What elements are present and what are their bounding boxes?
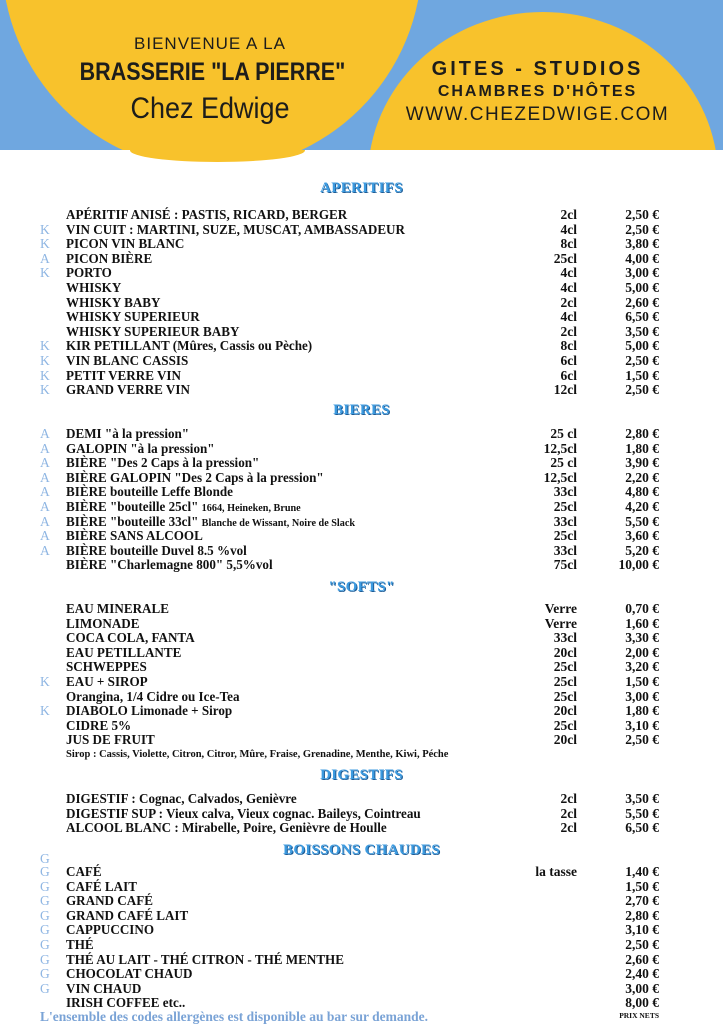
menu-item (0, 616, 723, 631)
allergen-code: A (40, 499, 50, 514)
item-name (66, 426, 189, 441)
item-name (66, 543, 247, 558)
menu-item (0, 689, 723, 704)
item-price: 4,80 € (625, 484, 659, 500)
section-title: BOISSONS CHAUDES (283, 842, 440, 858)
item-price: 5,50 € (625, 805, 659, 821)
item-quantity: 4cl (560, 221, 577, 237)
allergen-code: G (40, 951, 50, 967)
item-name-text: GRAND CAFÉ (66, 893, 153, 909)
item-quantity: 6cl (560, 367, 577, 383)
item-name (66, 455, 259, 470)
allergen-code: G (40, 851, 50, 866)
item-quantity: 25cl (553, 499, 577, 514)
allergen-code: G (40, 922, 50, 938)
item-quantity: 20cl (553, 703, 577, 719)
menu-item (0, 528, 723, 543)
brasserie-name: BRASSERIE "LA PIERRE" (79, 58, 346, 86)
allergen-code: G (40, 966, 50, 982)
menu-item (0, 222, 723, 237)
item-quantity: la tasse (535, 864, 577, 879)
item-name-text: WHISKY BABY (66, 294, 161, 310)
item-price: 3,00 € (625, 265, 659, 281)
item-name-text: DIGESTIF SUP : Vieux calva, Vieux cognac. Baileys, Cointreau (66, 805, 421, 821)
item-price: 2,50 € (625, 382, 659, 398)
item-price: 3,50 € (625, 323, 659, 339)
menu-item (0, 732, 723, 747)
item-name-text: BIÈRE bouteille Leffe Blonde (66, 484, 233, 500)
item-name (66, 806, 421, 821)
item-detail: Blanche de Wissant, Noire de Slack (201, 517, 356, 529)
item-price: 6,50 € (625, 309, 659, 325)
item-name (66, 338, 312, 353)
section-title: APERITIFS (320, 180, 403, 196)
item-name-text: PICON VIN BLANC (66, 236, 185, 252)
item-name-text: JUS DE FRUIT (66, 732, 155, 748)
item-price: 3,00 € (625, 980, 659, 996)
item-name (66, 207, 347, 222)
item-price: 3,30 € (625, 630, 659, 646)
item-name-text: PORTO (66, 265, 112, 281)
item-quantity: 8cl (560, 236, 577, 252)
item-name (66, 922, 154, 937)
item-name-text: WHISKY SUPERIEUR BABY (66, 323, 240, 339)
item-name-text: BIÈRE "Charlemagne 800" 5,5%vol (66, 557, 273, 573)
item-name (66, 470, 324, 485)
item-name (66, 879, 137, 894)
allergen-code: K (40, 382, 50, 398)
prix-nets: PRIX NETS (619, 1011, 659, 1020)
chambres-hotes: CHAMBRES D'HÔTES (437, 83, 638, 100)
item-quantity: 33cl (553, 630, 577, 646)
item-price: 1,50 € (625, 674, 659, 689)
menu-item (0, 426, 723, 441)
item-name-text: BIÈRE SANS ALCOOL (66, 528, 203, 544)
menu-item (0, 791, 723, 806)
welcome-text: BIENVENUE A LA (134, 34, 286, 53)
item-quantity: 25cl (553, 250, 577, 266)
item-name-text: CAFÉ (66, 864, 102, 879)
item-price: 2,80 € (625, 426, 659, 441)
item-name (66, 484, 233, 499)
item-name-text: CAPPUCCINO (66, 922, 155, 938)
item-quantity: 2cl (560, 294, 577, 310)
allergen-code: A (40, 440, 50, 456)
menu-item (0, 207, 723, 222)
item-price: 2,50 € (625, 732, 659, 748)
menu-item (0, 952, 723, 967)
item-price: 3,20 € (625, 659, 659, 675)
item-quantity: 2cl (560, 791, 577, 806)
item-price: 4,00 € (625, 250, 659, 266)
menu-item (0, 966, 723, 981)
item-price: 1,80 € (625, 440, 659, 456)
allergen-code: A (40, 455, 50, 471)
item-quantity: 2cl (560, 820, 577, 836)
item-price: 2,80 € (625, 907, 659, 923)
item-quantity: 8cl (560, 338, 577, 354)
item-name (66, 659, 147, 674)
item-quantity: 33cl (553, 484, 577, 500)
item-name (66, 630, 195, 645)
item-name (66, 265, 112, 280)
item-price: 2,60 € (625, 951, 659, 967)
menu-item (0, 280, 723, 295)
item-price: 1,50 € (625, 878, 659, 894)
item-price: 3,10 € (625, 717, 659, 733)
menu-item (0, 937, 723, 952)
item-name-text: APÉRITIF ANISÉ : PASTIS, RICARD, BERGER (66, 207, 348, 222)
item-name-text: VIN CHAUD (66, 980, 142, 996)
item-name (66, 966, 192, 981)
menu-item (0, 557, 723, 572)
allergen-notice: L'ensemble des codes allergènes est disponible au bar sur demande. (40, 1009, 429, 1024)
item-price: 5,00 € (625, 338, 659, 354)
item-price: 6,50 € (625, 820, 659, 836)
item-name (66, 236, 184, 251)
item-price: 2,50 € (625, 937, 659, 952)
item-name-text: CIDRE 5% (66, 717, 132, 733)
website-link[interactable]: WWW.CHEZEDWIGE.COM (405, 104, 670, 125)
item-name-text: BIÈRE "bouteille 25cl" (66, 499, 199, 514)
item-name (66, 353, 188, 368)
item-name (66, 791, 297, 806)
allergen-code: K (40, 338, 50, 354)
item-quantity: 25 cl (550, 426, 577, 441)
item-name-text: COCA COLA, FANTA (66, 630, 195, 646)
item-name (66, 382, 190, 397)
menu-item (0, 659, 723, 674)
allergen-code: G (40, 980, 50, 996)
item-name-text: THÉ (66, 937, 94, 952)
section-title: BIERES (333, 402, 390, 418)
item-quantity: 75cl (553, 557, 577, 573)
item-name-text: CHOCOLAT CHAUD (66, 966, 193, 982)
menu-item (0, 338, 723, 353)
item-name (66, 952, 344, 967)
item-quantity: 20cl (553, 644, 577, 660)
item-price: 1,40 € (625, 864, 659, 879)
item-price: 3,90 € (625, 455, 659, 471)
item-quantity: 25cl (553, 528, 577, 544)
item-price: 1,50 € (625, 367, 659, 383)
menu-item (0, 601, 723, 616)
allergen-code: G (40, 937, 50, 952)
item-quantity: 25cl (553, 688, 577, 704)
menu-item (0, 484, 723, 499)
item-name (66, 309, 200, 324)
item-price: 1,60 € (625, 615, 659, 631)
item-name-text: KIR PETILLANT (Mûres, Cassis ou Pèche) (66, 338, 313, 354)
item-quantity: 4cl (560, 280, 577, 295)
item-quantity: Verre (544, 601, 577, 616)
menu-item (0, 499, 723, 514)
item-name-text: SCHWEPPES (66, 659, 147, 675)
menu-item (0, 674, 723, 689)
item-price: 5,20 € (625, 542, 659, 558)
item-name (66, 718, 131, 733)
section-title: DIGESTIFS (320, 767, 403, 783)
section-title: "SOFTS" (328, 579, 395, 595)
item-price: 8,00 € (625, 995, 659, 1011)
menu-item (0, 864, 723, 879)
item-quantity: 2cl (560, 805, 577, 821)
item-name-text: DIGESTIF : Cognac, Calvados, Genièvre (66, 791, 297, 806)
allergen-code: A (40, 484, 50, 500)
item-quantity: 25cl (553, 659, 577, 675)
item-name-text: Orangina, 1/4 Cidre ou Ice-Tea (66, 688, 240, 704)
item-name-text: BIÈRE GALOPIN "Des 2 Caps à la pression" (66, 469, 324, 485)
item-name-text: PICON BIÈRE (66, 250, 153, 266)
menu-item (0, 368, 723, 383)
menu-item (0, 645, 723, 660)
item-name (66, 441, 215, 456)
item-name-text: GRAND CAFÉ LAIT (66, 907, 189, 923)
item-quantity: 4cl (560, 309, 577, 325)
item-quantity: 12cl (553, 382, 577, 398)
allergen-code: K (40, 703, 50, 719)
sirop-note: Sirop : Cassis, Violette, Citron, Citror, Mûre, Fraise, Grenadine, Menthe, Kiwi, Péche (66, 749, 449, 760)
allergen-code: K (40, 674, 50, 689)
allergen-code: A (40, 250, 50, 266)
item-name (66, 689, 240, 704)
item-name (66, 295, 160, 310)
allergen-code: A (40, 426, 50, 441)
item-price: 3,60 € (625, 528, 659, 544)
item-name (66, 557, 273, 572)
item-name-text: GALOPIN "à la pression" (66, 440, 215, 456)
item-name-text: EAU + SIROP (66, 674, 148, 689)
item-name (66, 368, 181, 383)
item-name (66, 864, 102, 879)
item-price: 2,50 € (625, 353, 659, 368)
allergen-code: A (40, 513, 50, 529)
menu-item (0, 265, 723, 280)
allergen-code: K (40, 265, 50, 281)
menu-item (0, 820, 723, 835)
item-name-text: LIMONADE (66, 615, 140, 631)
item-price: 1,80 € (625, 703, 659, 719)
item-price: 10,00 € (618, 557, 659, 573)
menu-item (0, 908, 723, 923)
item-name-text: WHISKY (66, 280, 122, 295)
item-quantity: 6cl (560, 353, 577, 368)
item-name (66, 324, 239, 339)
item-price: 2,50 € (625, 207, 659, 222)
item-name (66, 222, 405, 237)
allergen-code: A (40, 469, 50, 485)
item-name (66, 703, 232, 718)
menu-item (0, 236, 723, 251)
item-name (66, 251, 152, 266)
allergen-code: A (40, 528, 50, 544)
menu-item (0, 455, 723, 470)
item-name (66, 674, 148, 689)
allergen-code: A (40, 542, 50, 558)
item-quantity: 33cl (553, 513, 577, 529)
item-quantity: 12,5cl (543, 469, 577, 485)
menu-item (0, 295, 723, 310)
item-name-text: DEMI "à la pression" (66, 426, 190, 441)
menu-item (0, 251, 723, 266)
item-name-text: EAU MINERALE (66, 601, 169, 616)
allergen-code: G (40, 893, 50, 909)
yellow-circle-right (368, 12, 718, 150)
item-name (66, 732, 155, 747)
item-price: 3,80 € (625, 236, 659, 252)
allergen-code: K (40, 236, 50, 252)
menu-item (0, 630, 723, 645)
item-name-text: DIABOLO Limonade + Sirop (66, 703, 233, 719)
item-name-text: PETIT VERRE VIN (66, 367, 181, 383)
item-detail: 1664, Heineken, Brune (201, 503, 301, 514)
item-name-text: BIÈRE "Des 2 Caps à la pression" (66, 455, 260, 471)
allergen-code: G (40, 878, 50, 894)
item-price: 2,60 € (625, 294, 659, 310)
item-name (66, 645, 181, 660)
item-price: 2,00 € (625, 644, 659, 660)
item-name-text: EAU PETILLANTE (66, 644, 182, 660)
item-name (66, 981, 141, 996)
allergen-code: G (40, 907, 50, 923)
item-name-text: WHISKY SUPERIEUR (66, 309, 200, 325)
item-quantity: 20cl (553, 732, 577, 748)
item-name-text: VIN BLANC CASSIS (66, 353, 189, 368)
item-name (66, 908, 188, 923)
item-quantity: 2cl (560, 207, 577, 222)
item-name-text: VIN CUIT : MARTINI, SUZE, MUSCAT, AMBASSADEUR (66, 221, 405, 237)
item-quantity: 25cl (553, 717, 577, 733)
item-name (66, 528, 203, 543)
item-name (66, 616, 139, 631)
item-name-text: BIÈRE bouteille Duvel 8.5 %vol (66, 542, 247, 558)
menu-item (0, 893, 723, 908)
menu-item (0, 879, 723, 894)
item-name (66, 893, 153, 908)
allergen-code: K (40, 221, 50, 237)
menu-item (0, 514, 723, 529)
item-name (66, 280, 121, 295)
item-quantity: 2cl (560, 323, 577, 339)
item-price: 5,50 € (625, 513, 659, 529)
menu-item (0, 382, 723, 397)
allergen-code: G (40, 864, 50, 879)
menu-item (0, 806, 723, 821)
item-price: 5,00 € (625, 280, 659, 295)
menu-item (0, 703, 723, 718)
menu-item (0, 353, 723, 368)
menu-item (0, 324, 723, 339)
allergen-code: K (40, 353, 50, 368)
item-quantity: 33cl (553, 542, 577, 558)
item-name-text: IRISH COFFEE etc.. (66, 995, 186, 1011)
item-price: 0,70 € (625, 601, 659, 616)
item-quantity: Verre (544, 615, 577, 631)
chez-edwige: Chez Edwige (130, 92, 290, 125)
header-banner (0, 0, 723, 150)
menu-item (0, 309, 723, 324)
menu-item (0, 981, 723, 996)
item-name (66, 820, 387, 835)
item-price: 3,10 € (625, 922, 659, 938)
item-quantity: 12,5cl (543, 440, 577, 456)
item-price: 2,20 € (625, 469, 659, 485)
menu-item (0, 470, 723, 485)
item-quantity: 25 cl (550, 455, 577, 471)
item-price: 2,40 € (625, 966, 659, 982)
menu-item (0, 441, 723, 456)
item-quantity: 4cl (560, 265, 577, 281)
item-name (66, 601, 169, 616)
allergen-code: K (40, 367, 50, 383)
item-name (66, 937, 94, 952)
menu-item (0, 543, 723, 558)
menu-item (0, 718, 723, 733)
item-name-text: ALCOOL BLANC : Mirabelle, Poire, Genièvre de Houlle (66, 820, 387, 836)
gites-studios: GITES - STUDIOS (431, 58, 644, 80)
menu-item (0, 922, 723, 937)
item-name-text: CAFÉ LAIT (66, 878, 137, 894)
item-price: 4,20 € (625, 499, 659, 514)
item-name-text: BIÈRE "bouteille 33cl" (66, 513, 199, 529)
yellow-circle-edge (130, 150, 305, 162)
item-quantity: 25cl (553, 674, 577, 689)
item-name-text: THÉ AU LAIT - THÉ CITRON - THÉ MENTHE (66, 951, 344, 967)
item-name-text: GRAND VERRE VIN (66, 382, 190, 398)
item-price: 3,50 € (625, 791, 659, 806)
item-price: 3,00 € (625, 688, 659, 704)
item-price: 2,50 € (625, 221, 659, 237)
item-price: 2,70 € (625, 893, 659, 909)
